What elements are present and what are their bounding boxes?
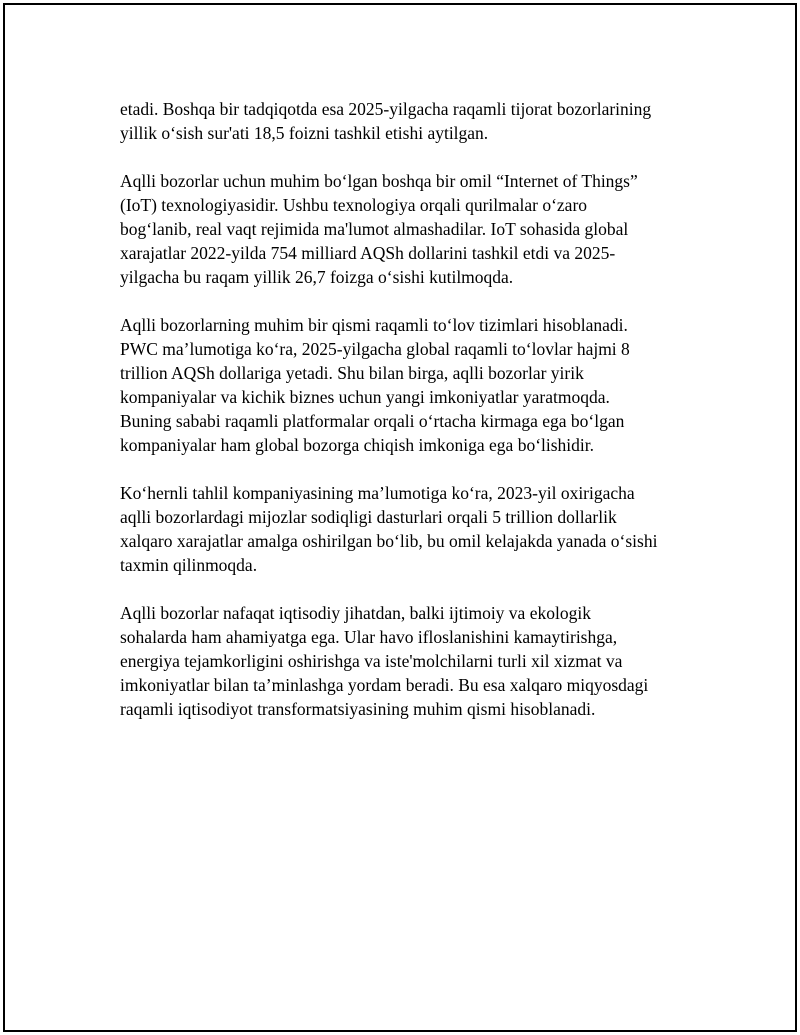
- text-line: Aqlli bozorlar nafaqat iqtisodiy jihatdan, balki ijtimoiy va ekologik: [120, 603, 591, 623]
- text-line: yilgacha bu raqam yillik 26,7 foizga o‘sishi kutilmoqda.: [120, 267, 514, 287]
- text-line: kompaniyalar va kichik biznes uchun yangi imkoniyatlar yaratmoqda.: [120, 387, 610, 407]
- text-line: taxmin qilinmoqda.: [120, 555, 258, 575]
- text-line: trillion AQSh dollariga yetadi. Shu bilan birga, aqlli bozorlar yirik: [120, 363, 584, 383]
- paragraph-1: [120, 97, 700, 145]
- text-line: sohalarda ham ahamiyatga ega. Ular havo ifloslanishini kamaytirishga,: [120, 627, 618, 647]
- text-line: (IoT) texnologiyasidir. Ushbu texnologiya orqali qurilmalar o‘zaro: [120, 195, 588, 215]
- text-line: energiya tejamkorligini oshirishga va iste'molchilarni turli xil xizmat va: [120, 651, 623, 671]
- paragraph-4: [120, 481, 700, 577]
- text-line: etadi. Boshqa bir tadqiqotda esa 2025-yilgacha raqamli tijorat bozorlarining: [120, 99, 652, 119]
- paragraph-2: [120, 169, 700, 289]
- text-line: Aqlli bozorlarning muhim bir qismi raqamli to‘lov tizimlari hisoblanadi.: [120, 315, 628, 335]
- text-line: kompaniyalar ham global bozorga chiqish imkoniga ega bo‘lishidir.: [120, 435, 595, 455]
- text-line: aqlli bozorlardagi mijozlar sodiqligi dasturlari orqali 5 trillion dollarlik: [120, 507, 617, 527]
- paragraph-5: [120, 601, 700, 721]
- text-line: yillik o‘sish sur'ati 18,5 foizni tashkil etishi aytilgan.: [120, 123, 489, 143]
- text-line: xarajatlar 2022-yilda 754 milliard AQSh dollarini tashkil etdi va 2025-: [120, 243, 616, 263]
- text-line: bog‘lanib, real vaqt rejimida ma'lumot almashadilar. IoT sohasida global: [120, 219, 629, 239]
- text-line: Ko‘hernli tahlil kompaniyasining ma’lumotiga ko‘ra, 2023-yil oxirigacha: [120, 483, 635, 503]
- text-line: PWC ma’lumotiga ko‘ra, 2025-yilgacha global raqamli to‘lovlar hajmi 8: [120, 339, 630, 359]
- text-line: imkoniyatlar bilan ta’minlashga yordam beradi. Bu esa xalqaro miqyosdagi: [120, 675, 649, 695]
- text-line: raqamli iqtisodiyot transformatsiyasining muhim qismi hisoblanadi.: [120, 699, 596, 719]
- text-line: Aqlli bozorlar uchun muhim bo‘lgan boshqa bir omil “Internet of Things”: [120, 171, 638, 191]
- document-page: [3, 3, 797, 1032]
- text-line: Buning sababi raqamli platformalar orqali o‘rtacha kirmaga ega bo‘lgan: [120, 411, 625, 431]
- document-body: [120, 97, 700, 745]
- text-line: xalqaro xarajatlar amalga oshirilgan bo‘lib, bu omil kelajakda yanada o‘sishi: [120, 531, 658, 551]
- paragraph-3: [120, 313, 700, 457]
